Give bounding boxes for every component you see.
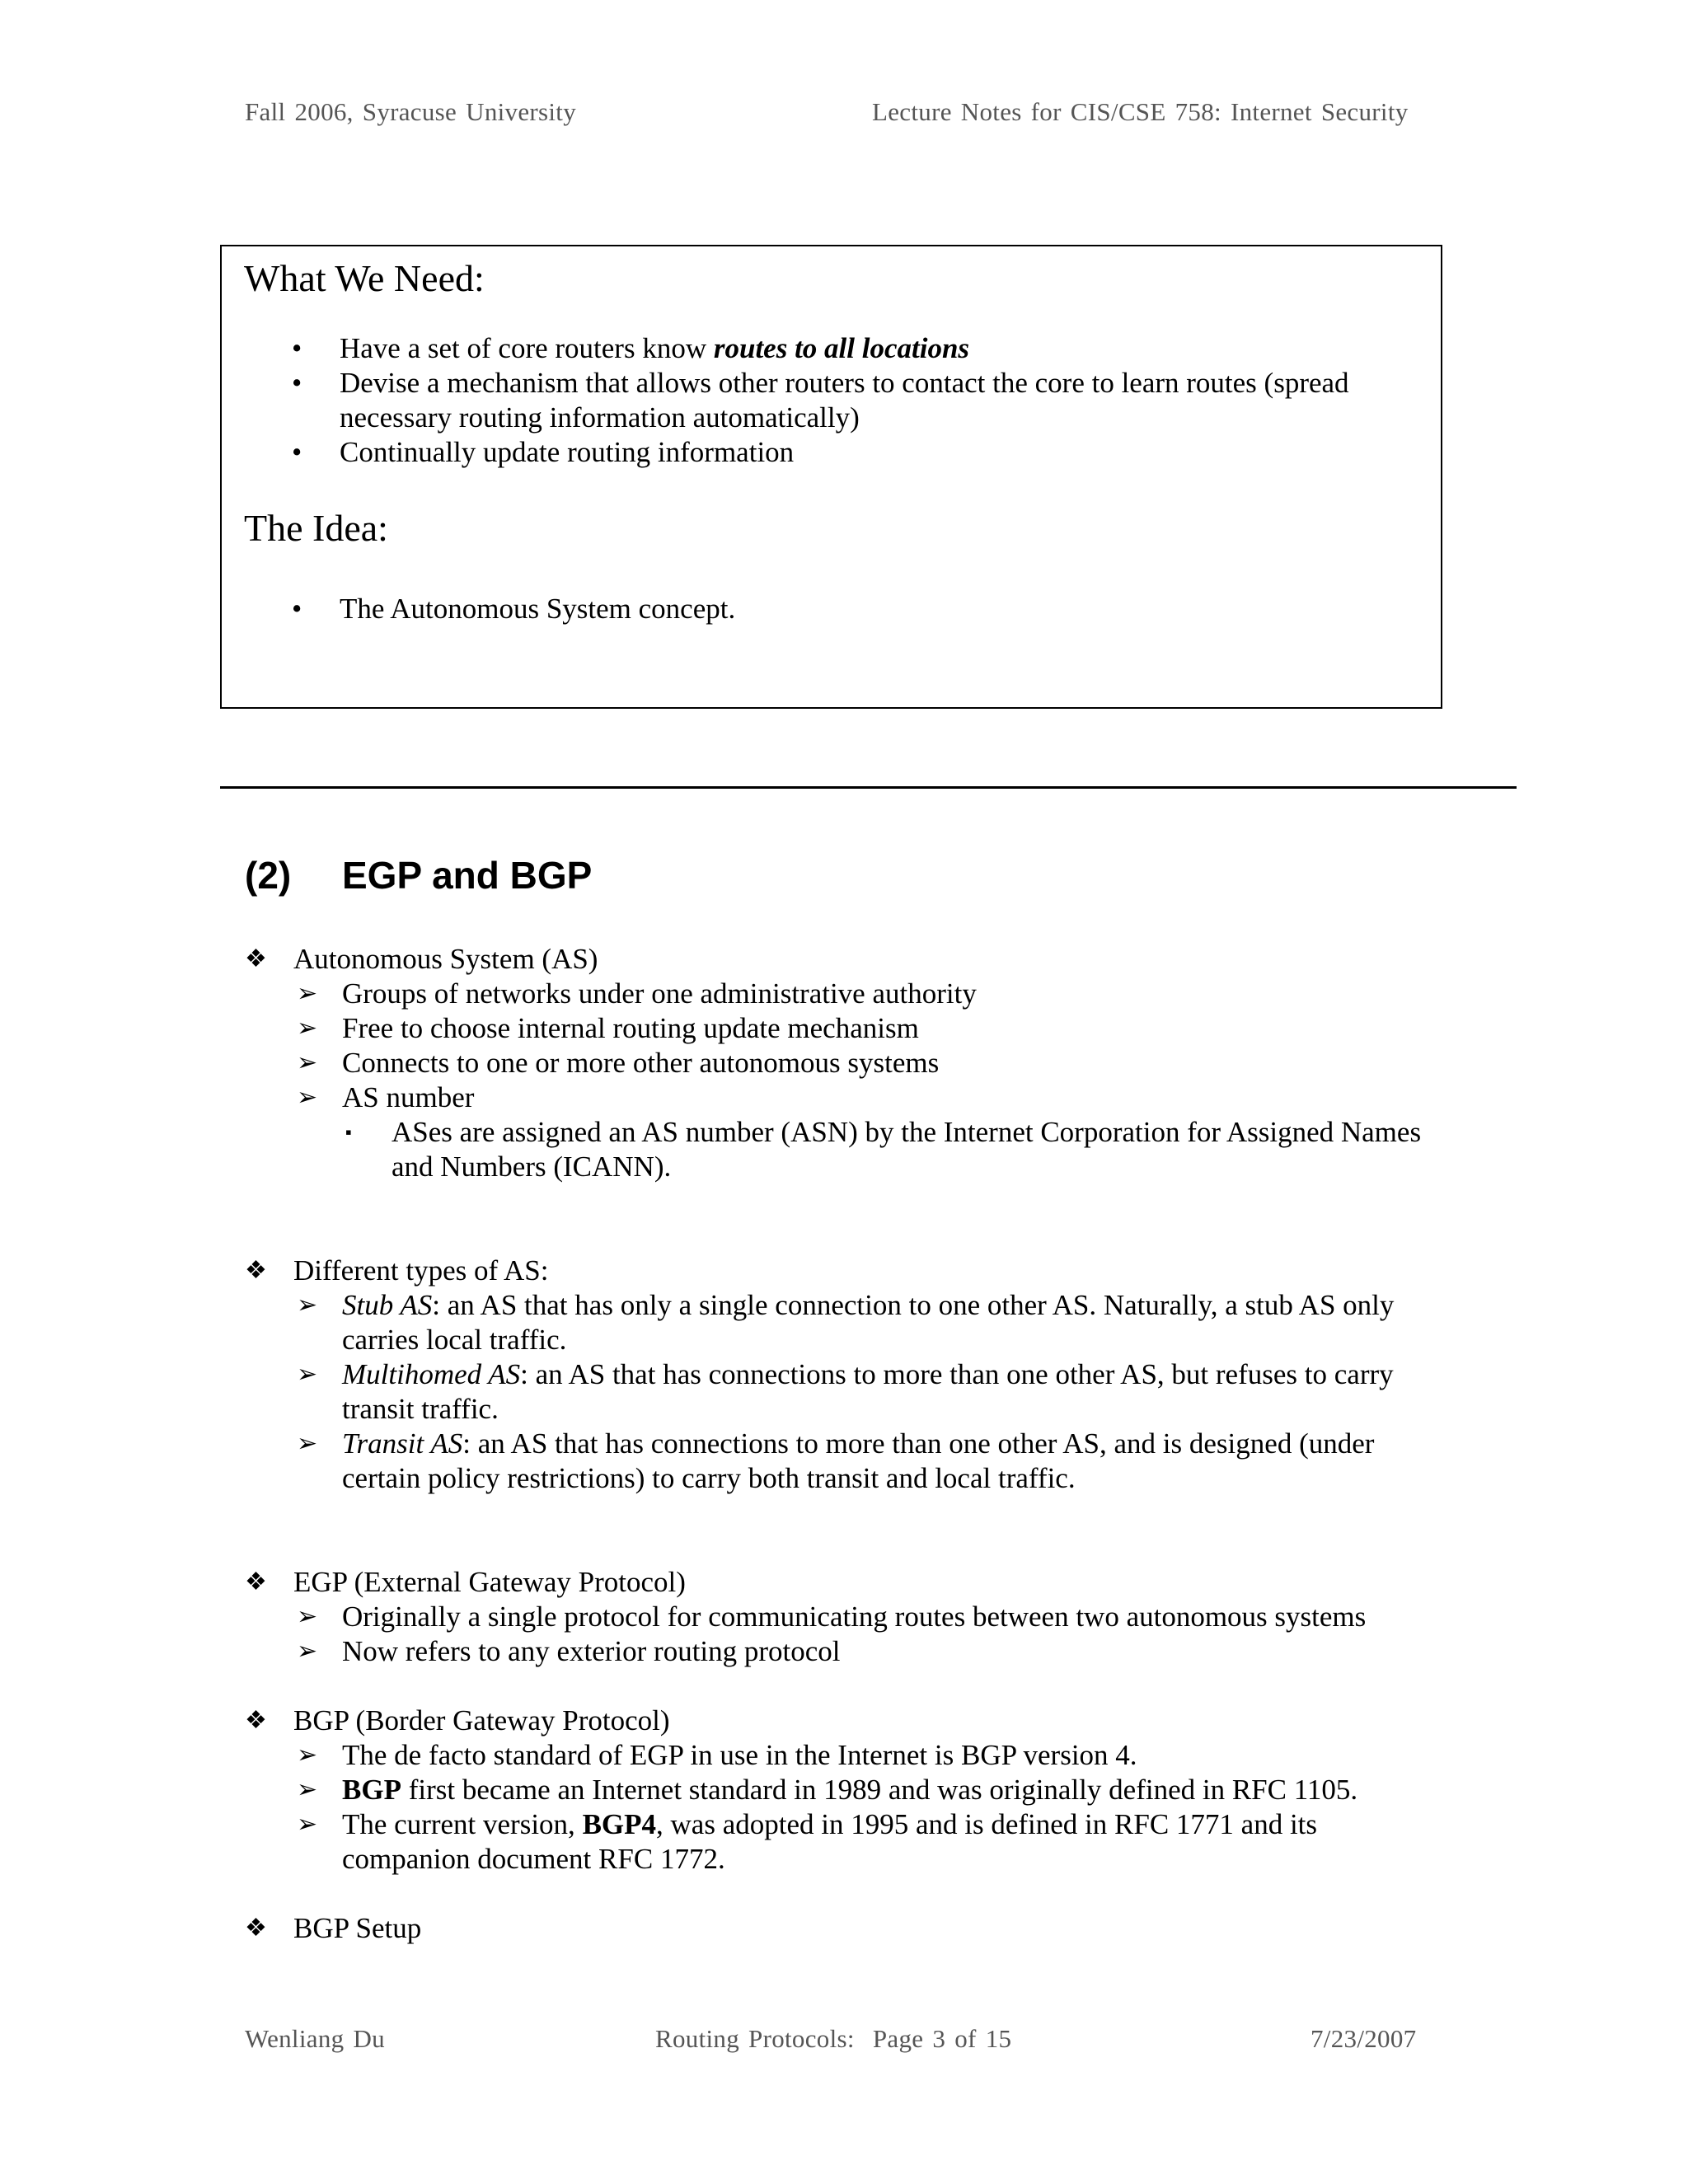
list-item <box>245 1773 1448 1807</box>
egp-group <box>245 1565 1448 1669</box>
list-item-text: The de facto standard of EGP in use in the Internet is BGP version 4. <box>342 1739 1137 1771</box>
bullet-dot-icon: • <box>292 367 302 399</box>
list-item <box>245 1704 1448 1738</box>
section-number: (2) <box>245 854 292 897</box>
summary-box <box>220 245 1442 709</box>
bullet-dot-icon: • <box>292 332 302 364</box>
bgp-title: BGP (Border Gateway Protocol) <box>293 1704 670 1736</box>
need-item-emphasis: routes to all locations <box>713 332 970 364</box>
need-item <box>222 331 1441 366</box>
list-item-text: Originally a single protocol for communicating routes between two autonomous systems <box>342 1601 1367 1633</box>
bold-text: BGP <box>342 1774 401 1806</box>
list-item-text: ASes are assigned an AS number (ASN) by the Internet Corporation for Assigned Names and Numbers (ICANN). <box>392 1116 1422 1183</box>
as-group <box>245 942 1448 1184</box>
horizontal-divider <box>220 786 1517 789</box>
header-left-text: Fall 2006, Syracuse University <box>245 97 577 126</box>
list-item <box>245 1115 1448 1184</box>
diamond-bullet-icon: ❖ <box>245 1707 267 1734</box>
arrow-bullet-icon: ➢ <box>297 1361 318 1388</box>
idea-item <box>222 592 1441 626</box>
bullet-dot-icon: • <box>292 436 302 468</box>
list-item-text: AS number <box>342 1081 475 1113</box>
arrow-bullet-icon: ➢ <box>297 1430 318 1457</box>
list-item-text: Now refers to any exterior routing protocol <box>342 1635 841 1667</box>
bold-text: BGP4 <box>582 1808 657 1840</box>
list-item <box>245 1046 1448 1080</box>
list-item <box>245 1254 1448 1288</box>
list-item-text: Free to choose internal routing update mechanism <box>342 1012 919 1044</box>
list-item-text: first became an Internet standard in 1989 and was originally defined in RFC 1105. <box>401 1774 1358 1806</box>
idea-item-text: The Autonomous System concept. <box>340 593 736 625</box>
bgp-setup-title: BGP Setup <box>293 1912 422 1944</box>
need-item <box>222 435 1441 470</box>
list-item <box>245 942 1448 977</box>
arrow-bullet-icon: ➢ <box>297 1603 318 1630</box>
term-text: Stub AS <box>342 1289 433 1321</box>
footer-author: Wenliang Du <box>245 2024 385 2053</box>
need-item-text: Have a set of core routers know <box>340 332 714 364</box>
list-item <box>245 1080 1448 1115</box>
diamond-bullet-icon: ❖ <box>245 1915 267 1942</box>
diamond-bullet-icon: ❖ <box>245 1257 267 1284</box>
list-item-text: : an AS that has only a single connection to one other AS. Naturally, a stub AS only carries local traffic. <box>342 1289 1395 1356</box>
arrow-bullet-icon: ➢ <box>297 1015 318 1042</box>
need-item <box>222 366 1441 435</box>
arrow-bullet-icon: ➢ <box>297 1776 318 1803</box>
square-bullet-icon: ▪ <box>345 1122 352 1142</box>
header-right-text: Lecture Notes for CIS/CSE 758: Internet Security <box>872 97 1409 126</box>
list-item <box>245 1357 1448 1427</box>
section-title: EGP and BGP <box>342 854 593 897</box>
need-heading: What We Need: <box>244 257 485 299</box>
need-item-text: Devise a mechanism that allows other routers to contact the core to learn routes (spread necessary routing information automatically) <box>340 367 1349 434</box>
list-item <box>245 1288 1448 1357</box>
bullet-dot-icon: • <box>292 593 302 625</box>
as-title: Autonomous System (AS) <box>293 943 598 975</box>
list-item-text: : an AS that has connections to more than one other AS, but refuses to carry transit traffic. <box>342 1358 1394 1425</box>
idea-list <box>222 592 1441 626</box>
egp-title: EGP (External Gateway Protocol) <box>293 1566 686 1598</box>
bgp-setup-group <box>245 1911 1448 1946</box>
arrow-bullet-icon: ➢ <box>297 1741 318 1769</box>
types-title: Different types of AS: <box>293 1254 549 1286</box>
list-item-text: : an AS that has connections to more than one other AS, and is designed (under certain policy restrictions) to carry both transit and local traffic. <box>342 1427 1375 1494</box>
list-item-text: , was adopted in 1995 and is defined in RFC 1771 and its companion document RFC 1772. <box>342 1808 1318 1875</box>
list-item <box>245 1600 1448 1634</box>
list-item <box>245 1807 1448 1877</box>
need-list <box>222 331 1441 470</box>
list-item <box>245 1565 1448 1600</box>
types-group <box>245 1254 1448 1496</box>
footer-page-number: Routing Protocols: Page 3 of 15 <box>655 2024 1012 2053</box>
arrow-bullet-icon: ➢ <box>297 980 318 1007</box>
list-item <box>245 1427 1448 1496</box>
list-item-text: Connects to one or more other autonomous systems <box>342 1047 940 1079</box>
footer-date: 7/23/2007 <box>1311 2024 1417 2053</box>
list-item <box>245 1738 1448 1773</box>
list-item <box>245 1011 1448 1046</box>
section-content <box>245 942 1448 1946</box>
list-item <box>245 1634 1448 1669</box>
section-heading <box>245 853 592 898</box>
bgp-group <box>245 1704 1448 1877</box>
term-text: Transit AS <box>342 1427 463 1460</box>
list-item-text: Groups of networks under one administrative authority <box>342 977 977 1010</box>
need-item-text: Continually update routing information <box>340 436 795 468</box>
arrow-bullet-icon: ➢ <box>297 1291 318 1319</box>
list-item <box>245 1911 1448 1946</box>
arrow-bullet-icon: ➢ <box>297 1084 318 1111</box>
list-item <box>245 977 1448 1011</box>
list-item-text: The current version, <box>342 1808 583 1840</box>
diamond-bullet-icon: ❖ <box>245 945 267 972</box>
arrow-bullet-icon: ➢ <box>297 1638 318 1665</box>
term-text: Multihomed AS <box>342 1358 521 1390</box>
arrow-bullet-icon: ➢ <box>297 1811 318 1838</box>
diamond-bullet-icon: ❖ <box>245 1568 267 1596</box>
arrow-bullet-icon: ➢ <box>297 1049 318 1076</box>
idea-heading: The Idea: <box>244 507 388 549</box>
